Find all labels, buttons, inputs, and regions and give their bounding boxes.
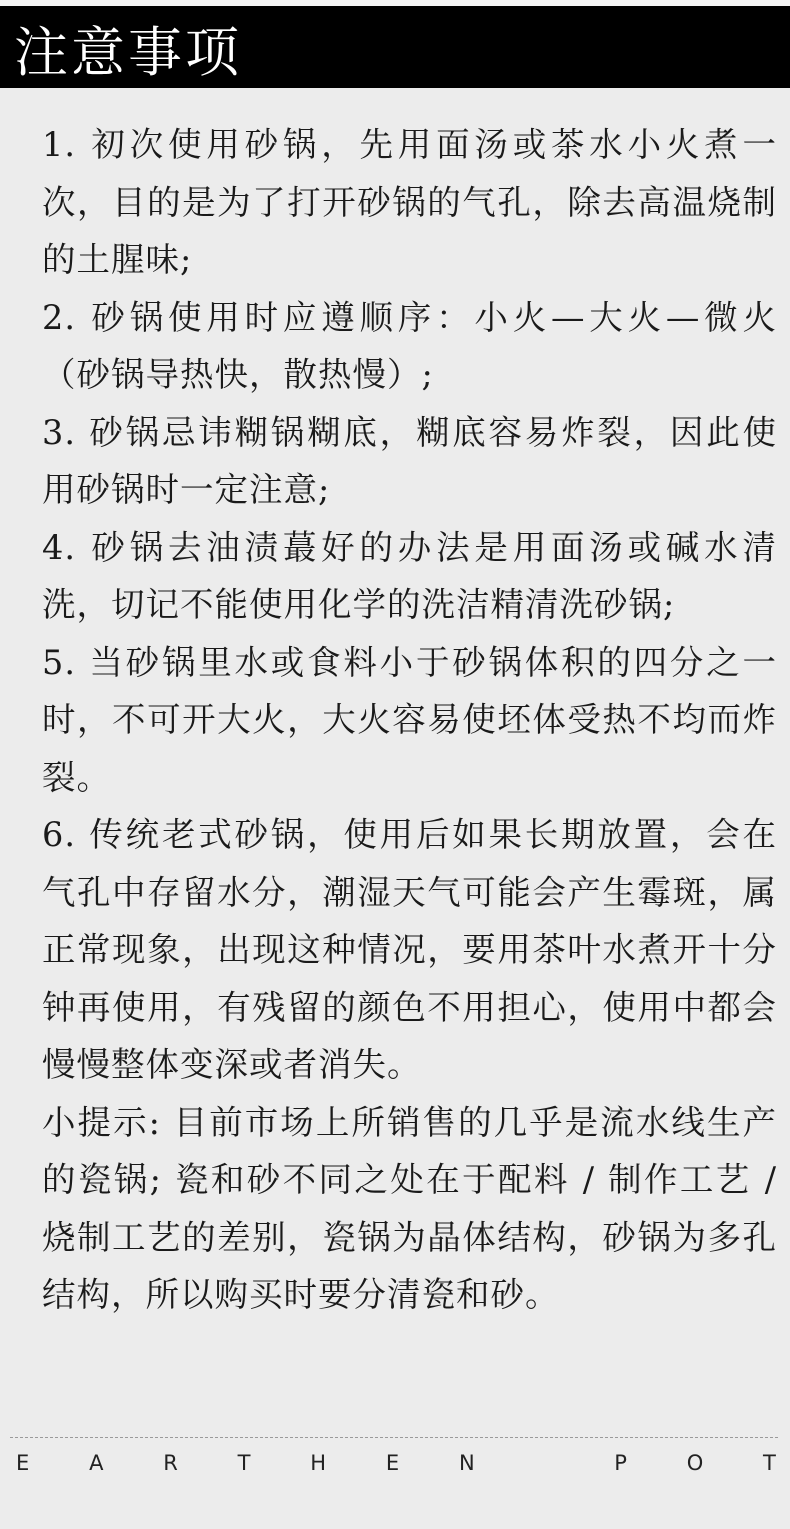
note-item-4: 4. 砂锅去油渍蕞好的办法是用面汤或碱水清洗，切记不能使用化学的洗洁精清洗砂锅; xyxy=(42,527,777,624)
footer-letter: H xyxy=(310,1451,327,1475)
note-item-3: 3. 砂锅忌讳糊锅糊底，糊底容易炸裂，因此使用砂锅时一定注意; xyxy=(42,412,777,509)
footer-letter: P xyxy=(614,1451,627,1475)
footer-letter: A xyxy=(89,1451,104,1475)
footer-letter: E xyxy=(385,1451,400,1475)
footer-letter: O xyxy=(686,1451,704,1475)
tip-text: 目前市场上所销售的几乎是流水线生产的瓷锅; 瓷和砂不同之处在于配料 / 制作工艺 / 烧制工艺的差别，瓷锅为晶体结构，砂锅为多孔结构，所以购买时要分清瓷和砂。 xyxy=(42,1102,777,1314)
notes-content xyxy=(42,116,777,1324)
footer-letter: R xyxy=(163,1451,178,1475)
footer-letter: E xyxy=(16,1451,30,1475)
tip-label: 小提示: xyxy=(42,1102,161,1142)
footer-letter: T xyxy=(237,1451,251,1475)
header-bar xyxy=(0,6,790,88)
footer-brand xyxy=(16,1450,776,1476)
tip-paragraph xyxy=(42,1094,777,1324)
note-item-2: 2. 砂锅使用时应遵顺序：小火—大火—微火（砂锅导热快，散热慢）; xyxy=(42,297,777,394)
footer-letter: N xyxy=(458,1451,475,1475)
footer-word-gap xyxy=(534,1450,554,1476)
note-item-1: 1. 初次使用砂锅，先用面汤或茶水小火煮一次，目的是为了打开砂锅的气孔，除去高温烧制的土腥味; xyxy=(42,125,777,279)
note-item-6: 6. 传统老式砂锅，使用后如果长期放置，会在气孔中存留水分，潮湿天气可能会产生霉斑，属正常现象，出现这种情况，要用茶叶水煮开十分钟再使用，有残留的颜色不用担心，使用中都会慢慢整体变深或者消失。 xyxy=(42,815,777,1084)
note-item-5: 5. 当砂锅里水或食料小于砂锅体积的四分之一时，不可开大火，大火容易使坯体受热不均而炸裂。 xyxy=(42,642,777,797)
page-title: 注意事项 xyxy=(14,21,242,84)
footer-letter: T xyxy=(763,1451,776,1475)
footer-divider xyxy=(10,1437,778,1438)
